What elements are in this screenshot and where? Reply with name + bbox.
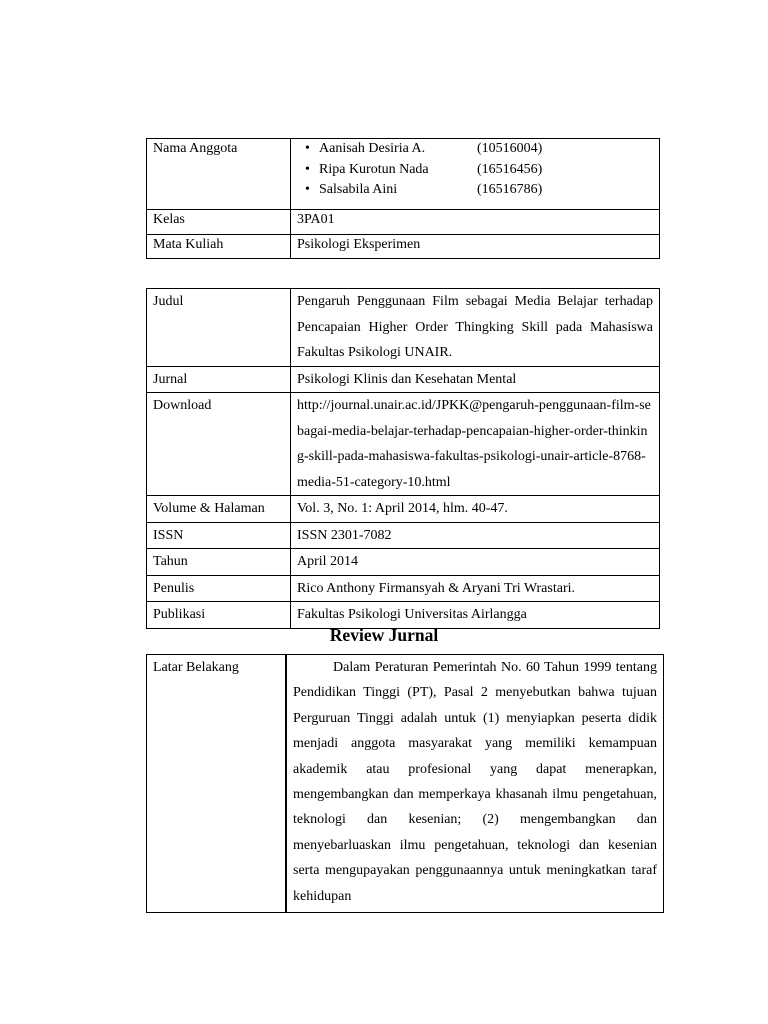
publisher-value: Fakultas Psikologi Universitas Airlangga <box>291 602 660 629</box>
course-value: Psikologi Eksperimen <box>291 235 660 259</box>
background-row <box>147 655 664 913</box>
download-label: Download <box>147 393 291 496</box>
year-value: April 2014 <box>291 549 660 576</box>
journal-value: Psikologi Klinis dan Kesehatan Mental <box>291 366 660 393</box>
member-name: Ripa Kurotun Nada <box>319 161 429 177</box>
journal-row-volume <box>147 496 660 523</box>
author-label: Penulis <box>147 575 291 602</box>
author-value: Rico Anthony Firmansyah & Aryani Tri Wrastari. <box>291 575 660 602</box>
journal-row-download <box>147 393 660 496</box>
background-paragraph: Dalam Peraturan Pemerintah No. 60 Tahun 1999 tentang Pendidikan Tinggi (PT), Pasal 2 menyebutkan bahwa tujuan Perguruan Tinggi adalah untuk (1) menyiapkan peserta didik menjadi anggota masyarakat yang memiliki kemampuan akademik atau profesional yang dapat menerapkan, mengembangkan dan memperkaya khasanah ilmu pengetahuan, teknologi dan kesenian; (2) mengembangkan dan menyebarluaskan ilmu pengetahuan, teknologi dan kesenian serta mengupayakan penggunaannya untuk meningkatkan taraf kehidupan <box>293 660 657 904</box>
issn-value: ISSN 2301-7082 <box>291 522 660 549</box>
journal-row-author <box>147 575 660 602</box>
journal-label: Jurnal <box>147 366 291 393</box>
member-item <box>297 139 653 160</box>
review-table <box>146 654 664 913</box>
journal-info-table <box>146 288 660 629</box>
members-row <box>147 139 660 210</box>
course-row <box>147 235 660 259</box>
journal-row-year <box>147 549 660 576</box>
volume-value: Vol. 3, No. 1: April 2014, hlm. 40-47. <box>291 496 660 523</box>
member-id: (10516004) <box>477 141 543 156</box>
member-item <box>297 180 653 201</box>
member-id: (16516456) <box>477 161 543 177</box>
members-cell <box>291 139 660 210</box>
member-name: Aanisah Desiria A. <box>319 141 426 156</box>
year-label: Tahun <box>147 549 291 576</box>
member-list <box>297 139 653 201</box>
course-label: Mata Kuliah <box>147 235 291 259</box>
class-row <box>147 210 660 235</box>
publisher-label: Publikasi <box>147 602 291 629</box>
review-title: Review Jurnal <box>329 625 439 645</box>
member-info-table <box>146 138 660 259</box>
title-value: Pengaruh Penggunaan Film sebagai Media Belajar terhadap Pencapaian Higher Order Thingking Skill pada Mahasiswa Fakultas Psikologi UNAIR. <box>291 289 660 367</box>
journal-row-journal <box>147 366 660 393</box>
member-id: (16516786) <box>477 182 543 197</box>
issn-label: ISSN <box>147 522 291 549</box>
journal-row-issn <box>147 522 660 549</box>
volume-label: Volume & Halaman <box>147 496 291 523</box>
members-label: Nama Anggota <box>147 139 291 210</box>
member-item <box>297 160 653 181</box>
journal-row-title <box>147 289 660 367</box>
class-value: 3PA01 <box>291 210 660 235</box>
download-link[interactable]: http://journal.unair.ac.id/JPKK@pengaruh-penggunaan-film-sebagai-media-belajar-terhadap-pencapaian-higher-order-thinking-skill-pada-mahasiswa-fakultas-psikologi-unair-article-8768-media-51-category-10.html <box>291 393 660 496</box>
title-label: Judul <box>147 289 291 367</box>
class-label: Kelas <box>147 210 291 235</box>
member-name: Salsabila Aini <box>319 182 398 197</box>
background-cell <box>286 655 664 913</box>
background-label: Latar Belakang <box>147 655 287 913</box>
